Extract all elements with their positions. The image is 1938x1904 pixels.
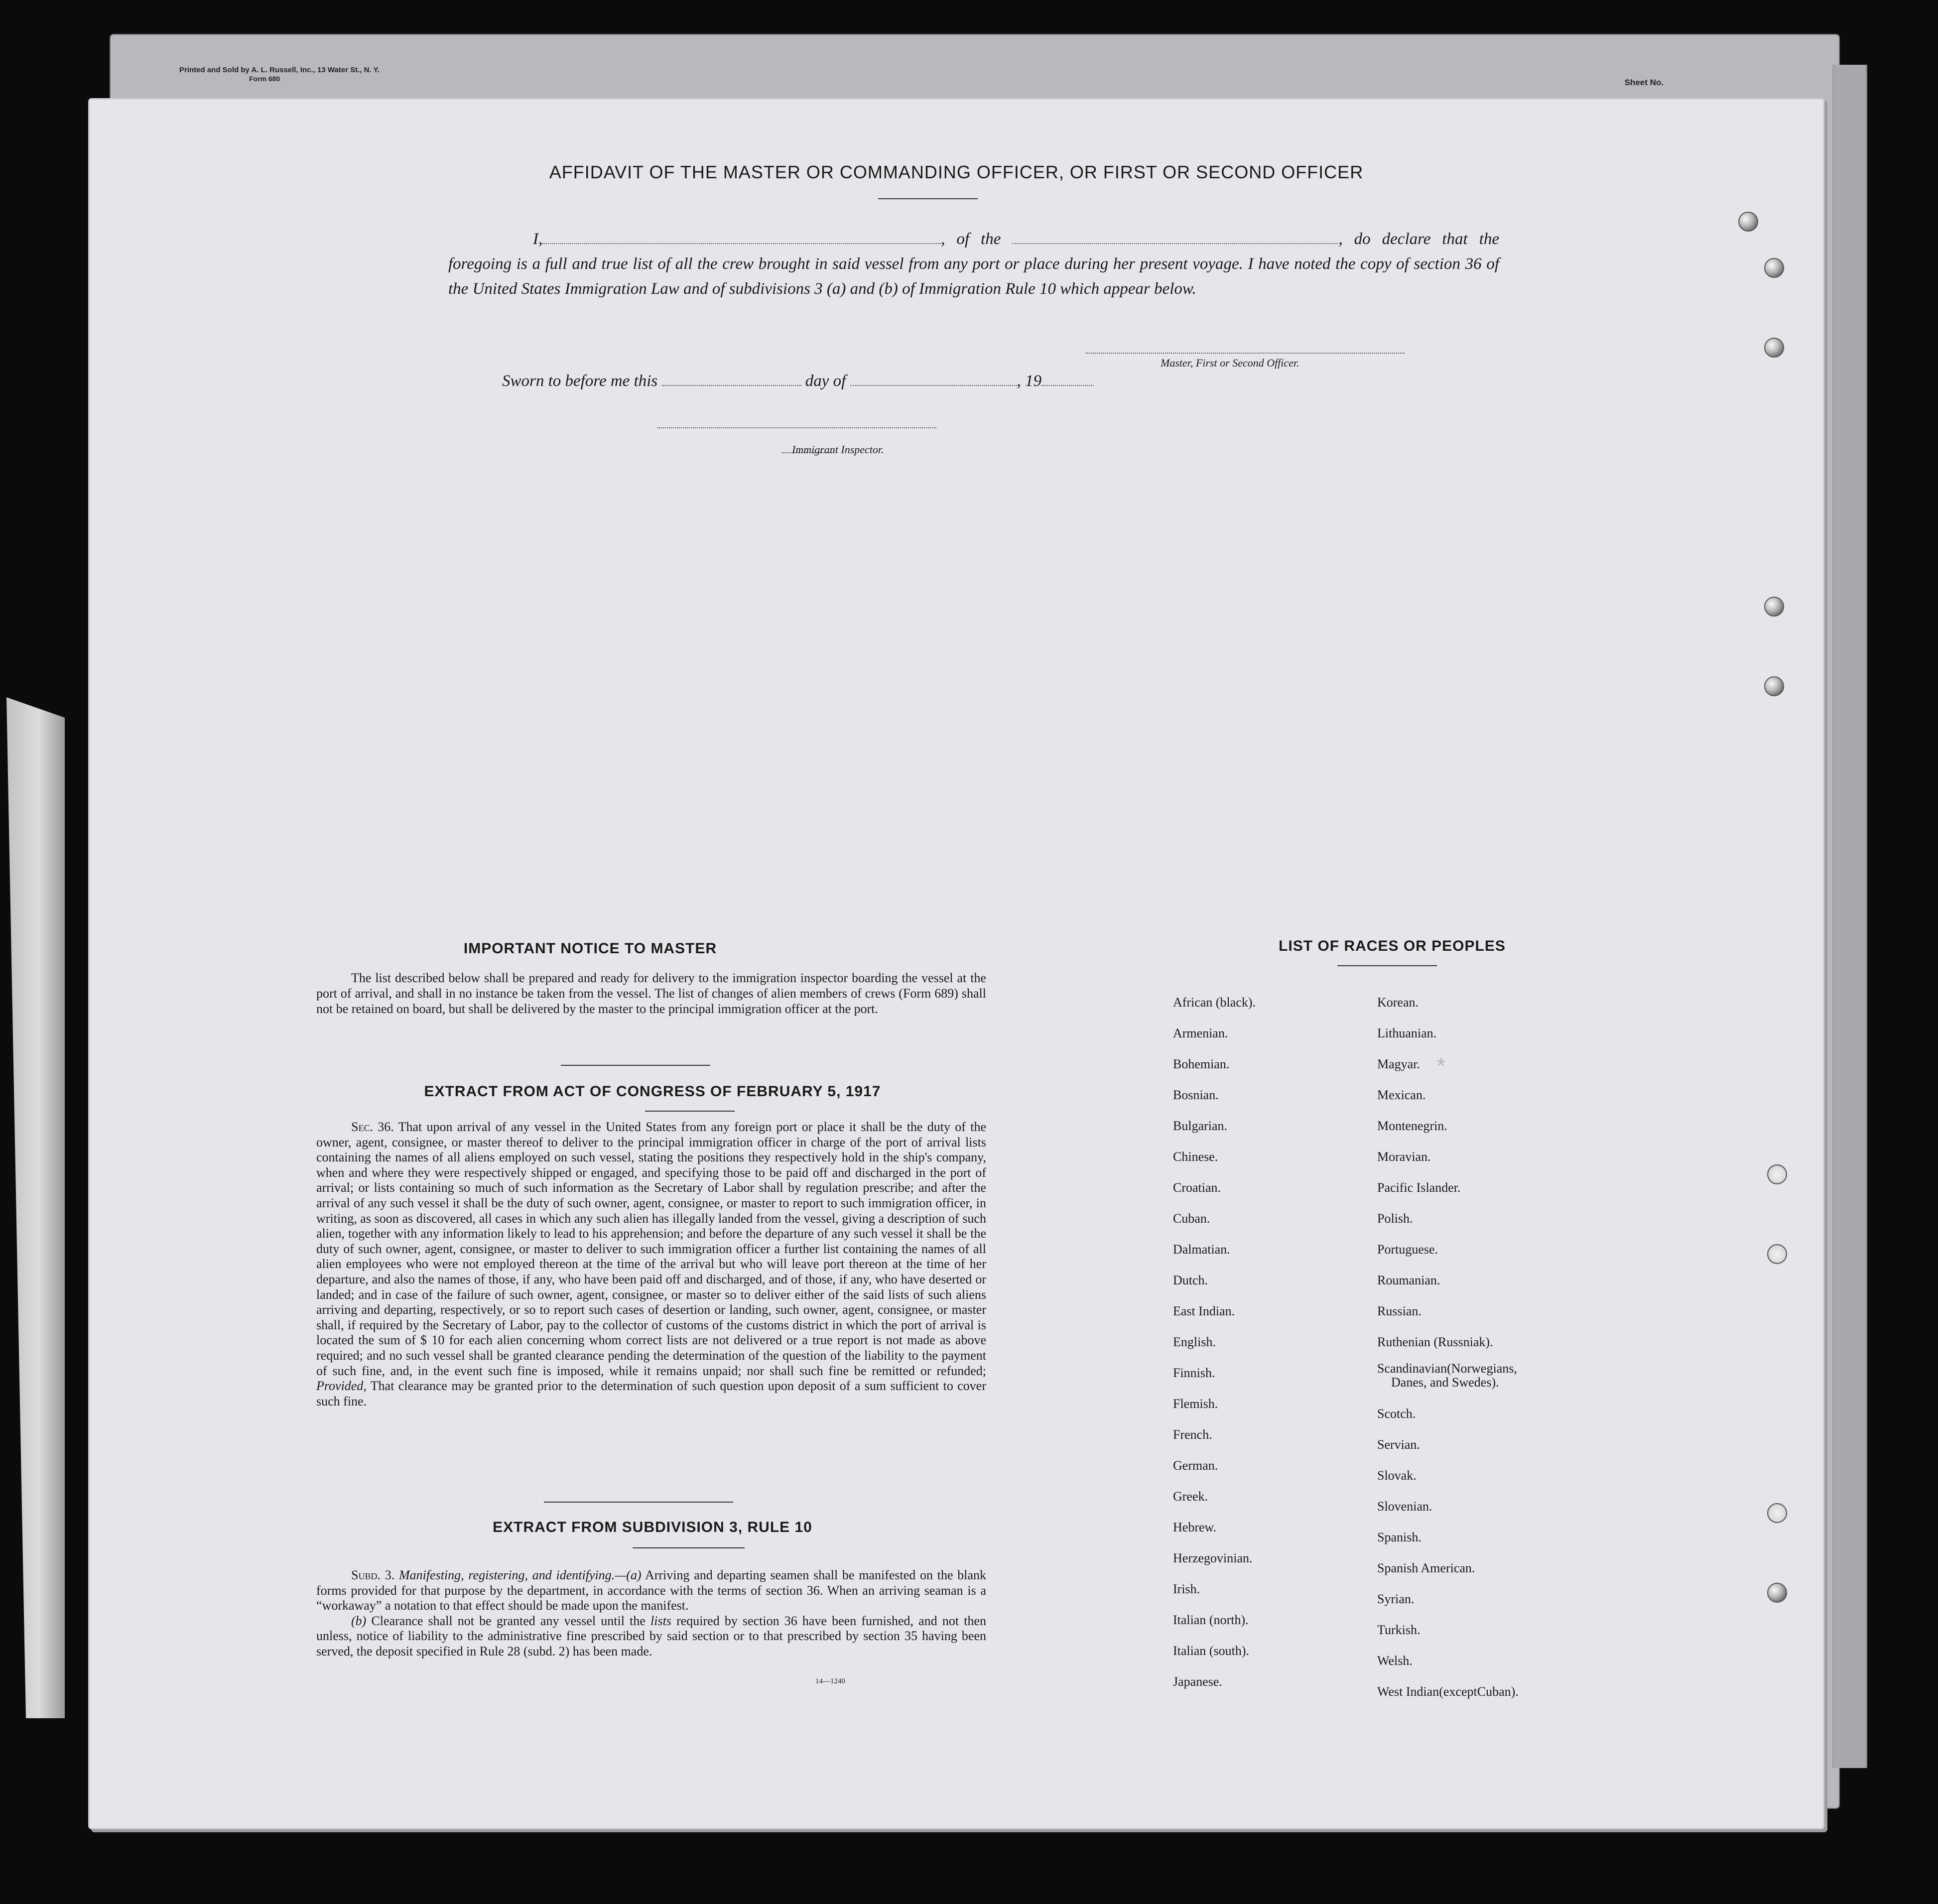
punch-hole bbox=[1767, 1583, 1787, 1603]
sworn-year-field[interactable] bbox=[1041, 371, 1094, 386]
punch-hole bbox=[1767, 1164, 1787, 1184]
race-item: Montenegrin. bbox=[1377, 1119, 1447, 1133]
back-sheet-header bbox=[149, 56, 1664, 91]
para-b-1: Clearance shall not be granted any vessel until the bbox=[371, 1613, 646, 1628]
race-item: Mexican. bbox=[1377, 1088, 1426, 1102]
sworn-line bbox=[502, 371, 1094, 390]
punch-hole bbox=[1764, 676, 1784, 696]
rule-title-divider bbox=[633, 1547, 745, 1548]
races-right-column bbox=[1377, 987, 1601, 1707]
race-item: Greek. bbox=[1173, 1489, 1208, 1504]
punch-hole bbox=[1738, 212, 1758, 232]
race-item: Armenian. bbox=[1173, 1026, 1228, 1040]
sworn-prefix: Sworn to before me this bbox=[502, 372, 658, 390]
notice-title: IMPORTANT NOTICE TO MASTER bbox=[463, 940, 717, 957]
punch-hole bbox=[1764, 597, 1784, 617]
race-item: Korean. bbox=[1377, 995, 1419, 1010]
punch-hole bbox=[1764, 338, 1784, 358]
rule-extract-title: EXTRACT FROM SUBDIVISION 3, RULE 10 bbox=[493, 1519, 812, 1535]
para-b-2: required by section 36 have been furnished, and not then unless, notice of liability to the administrative fine prescribed by said section or to that prescribed by section 35 having been served, the deposit specified in Rule 28 (subd. 2) has been made. bbox=[316, 1613, 986, 1658]
declare-do-declare: , do declare bbox=[1338, 230, 1431, 248]
races-title: LIST OF RACES OR PEOPLES bbox=[1279, 938, 1506, 954]
races-left-column bbox=[1173, 987, 1372, 1697]
act-divider bbox=[544, 1502, 733, 1503]
race-item: Italian (south). bbox=[1173, 1644, 1250, 1658]
para-b-lists: lists bbox=[650, 1613, 671, 1628]
race-item: Spanish American. bbox=[1377, 1561, 1475, 1575]
subdivision-para-a bbox=[316, 1568, 986, 1614]
subd-heading: Manifesting, registering, and identifying.—(a) bbox=[398, 1568, 642, 1582]
sworn-day-field[interactable] bbox=[662, 371, 801, 386]
act-title-divider bbox=[645, 1111, 735, 1112]
race-item: West Indian(exceptCuban). bbox=[1377, 1684, 1519, 1699]
sworn-day-of: day of bbox=[805, 372, 846, 390]
title-divider bbox=[878, 198, 978, 199]
inspector-label: Immigrant Inspector. bbox=[792, 443, 884, 456]
punch-hole bbox=[1764, 258, 1784, 278]
act-extract-title: EXTRACT FROM ACT OF CONGRESS OF FEBRUARY 5, 1917 bbox=[424, 1083, 881, 1100]
race-item: Slovak. bbox=[1377, 1468, 1417, 1483]
race-item: English. bbox=[1173, 1335, 1216, 1349]
race-item: East Indian. bbox=[1173, 1304, 1235, 1318]
provided-word: Provided, bbox=[316, 1379, 367, 1394]
race-item: Pacific Islander. bbox=[1377, 1180, 1461, 1195]
race-item: Finnish. bbox=[1173, 1366, 1215, 1380]
race-item bbox=[1377, 1358, 1601, 1398]
race-item: Dutch. bbox=[1173, 1273, 1208, 1287]
race-item: French. bbox=[1173, 1427, 1212, 1442]
race-item: Italian (north). bbox=[1173, 1613, 1249, 1627]
race-item: Herzegovinian. bbox=[1173, 1551, 1253, 1565]
race-item: Chinese. bbox=[1173, 1149, 1218, 1164]
races-divider bbox=[1337, 965, 1437, 966]
bleedthrough-mark: * bbox=[1434, 1056, 1448, 1081]
declare-of-the: , of the bbox=[941, 230, 1001, 248]
punch-hole bbox=[1767, 1244, 1787, 1264]
notice-text: The list described below shall be prepared and ready for delivery to the immigration inspector boarding the vessel at the port of arrival, and shall in no instance be taken from the vessel. The list of changes of alien members of crews (Form 689) shall not be retained on board, but shall be delivered by the master to the principal immigration officer at the port. bbox=[316, 971, 986, 1016]
race-item: Servian. bbox=[1377, 1437, 1420, 1452]
race-item: Polish. bbox=[1377, 1211, 1413, 1226]
race-item: Russian. bbox=[1377, 1304, 1421, 1318]
provided-text: That clearance may be granted prior to the determination of such question upon deposit of a sum sufficient to cover such fine. bbox=[316, 1379, 987, 1408]
race-item: Ruthenian (Russniak). bbox=[1377, 1335, 1493, 1349]
race-item: German. bbox=[1173, 1458, 1218, 1473]
race-item: Moravian. bbox=[1377, 1149, 1431, 1164]
race-item: Lithuanian. bbox=[1377, 1026, 1437, 1040]
race-item: Croatian. bbox=[1173, 1180, 1221, 1195]
sheet-number-label: Sheet No. bbox=[1624, 78, 1664, 87]
race-item: Scotch. bbox=[1377, 1406, 1416, 1421]
printer-credit: Printed and Sold by A. L. Russell, Inc., 13 Water St., N. Y. bbox=[179, 66, 380, 74]
affidavit-title: AFFIDAVIT OF THE MASTER OR COMMANDING OFFICER, OR FIRST OR SECOND OFFICER bbox=[549, 162, 1364, 182]
section-36-text bbox=[316, 1120, 986, 1409]
race-item: Bohemian. bbox=[1173, 1057, 1230, 1071]
race-item: Syrian. bbox=[1377, 1592, 1415, 1606]
race-item: Hebrew. bbox=[1173, 1520, 1217, 1534]
declare-i: I, bbox=[533, 230, 543, 248]
master-signature-field[interactable] bbox=[1086, 353, 1405, 354]
section-label: Sec. 36. bbox=[351, 1120, 394, 1134]
race-item: Welsh. bbox=[1377, 1653, 1413, 1668]
race-item: Flemish. bbox=[1173, 1396, 1218, 1411]
race-item: Cuban. bbox=[1173, 1211, 1210, 1226]
declaration-paragraph bbox=[448, 227, 1499, 301]
page-stack-edge bbox=[1832, 65, 1867, 1768]
race-item: Irish. bbox=[1173, 1582, 1200, 1596]
signature-label: Master, First or Second Officer. bbox=[1161, 357, 1299, 369]
subdivision-para-b bbox=[316, 1614, 986, 1659]
sworn-year-prefix: , 19 bbox=[1017, 372, 1042, 390]
subdivision-3-text bbox=[316, 1568, 986, 1659]
subd-para-a: Arriving and departing seamen shall be manifested on the blank forms provided for that purpose by the department, in accordance with the terms of section 36. When an arriving seaman is a “workaway” a notation to that effect should be made upon the manifest. bbox=[316, 1568, 987, 1613]
race-item: Bosnian. bbox=[1173, 1088, 1219, 1102]
section-body: That upon arrival of any vessel in the United States from any foreign port or place it shall be the duty of the owner, agent, consignee, or master thereof to deliver to the principal immigration officer in charge of the port of arrival lists containing the names of all aliens employed on such vessel, stating the positions they respectively hold in the ship's company, when and where they were respectively shipped or engaged, and specifying those to be paid off and discharged in the port of arrival; or lists containing so much of such information as the Secretary of Labor shall by regulation prescribe; and after the arrival of any such vessel it shall be the duty of such owner, agent, consignee, or master to report to such immigration officer, in writing, as soon as discovered, all cases in which any such alien has illegally landed from the vessel, giving a description of such alien, together with any information likely to lead to his apprehension; and before the departure of any such vessel it shall be the duty of such owner, agent, consignee, or master to deliver to such immigration officer a further list containing the names of all alien employees who were not employed thereon at the time of the arrival but who will leave port thereon at the time of her departure, and also the names of those, if any, who have been paid off and discharged, and of those, if any, who have deserted or landed; and in case of the failure of such owner, agent, consignee, or master so to deliver either of the said lists of such aliens arriving and departing, respectively, or so to report such cases of desertion or landing, such owner, agent, consignee, or master shall, if required by the Secretary of Labor, pay to the collector of customs of the customs district in which the port of arrival is located the sum of $ 10 for each alien concerning whom correct lists are not delivered or a true report is not made as above required; and no such vessel shall be granted clearance pending the determination of the question of the liability to the payment of such fine, and, in the event such fine is imposed, while it remains unpaid; nor shall such fine be remitted or refunded; bbox=[316, 1120, 986, 1378]
notice-divider bbox=[561, 1065, 710, 1066]
subd-label: Subd. 3. bbox=[351, 1568, 395, 1582]
race-item: Turkish. bbox=[1377, 1623, 1421, 1637]
race-item: Magyar. bbox=[1377, 1057, 1420, 1071]
race-item: Portuguese. bbox=[1377, 1242, 1438, 1257]
binding-strip bbox=[0, 697, 65, 1718]
document-page bbox=[90, 100, 1823, 1828]
race-item: Roumanian. bbox=[1377, 1273, 1440, 1287]
race-item: Spanish. bbox=[1377, 1530, 1421, 1544]
form-number: Form 680 bbox=[249, 75, 280, 83]
race-item: African (black). bbox=[1173, 995, 1256, 1010]
sworn-month-field[interactable] bbox=[850, 371, 1017, 386]
para-b-label: (b) bbox=[351, 1613, 367, 1628]
race-item-line: Danes, and Swedes). bbox=[1391, 1375, 1499, 1390]
inspector-signature-field[interactable] bbox=[657, 427, 936, 428]
race-item: Bulgarian. bbox=[1173, 1119, 1228, 1133]
officer-name-field[interactable] bbox=[542, 229, 941, 244]
declare-body: that the foregoing is a full and true list of all the crew brought in said vessel from any port or place during her present voyage. I have noted the copy of section 36 of the United States Immigration Law and of subdivisions 3 (a) and (b) of Immigration Rule 10 which appear below. bbox=[448, 230, 1500, 298]
race-item-line: Scandinavian(Norwegians, bbox=[1377, 1361, 1517, 1376]
punch-hole bbox=[1767, 1503, 1787, 1523]
form-code: 14—1240 bbox=[815, 1677, 845, 1685]
race-item: Slovenian. bbox=[1377, 1499, 1432, 1514]
race-item: Japanese. bbox=[1173, 1674, 1222, 1689]
race-item: Dalmatian. bbox=[1173, 1242, 1230, 1257]
vessel-name-field[interactable] bbox=[1012, 229, 1338, 244]
